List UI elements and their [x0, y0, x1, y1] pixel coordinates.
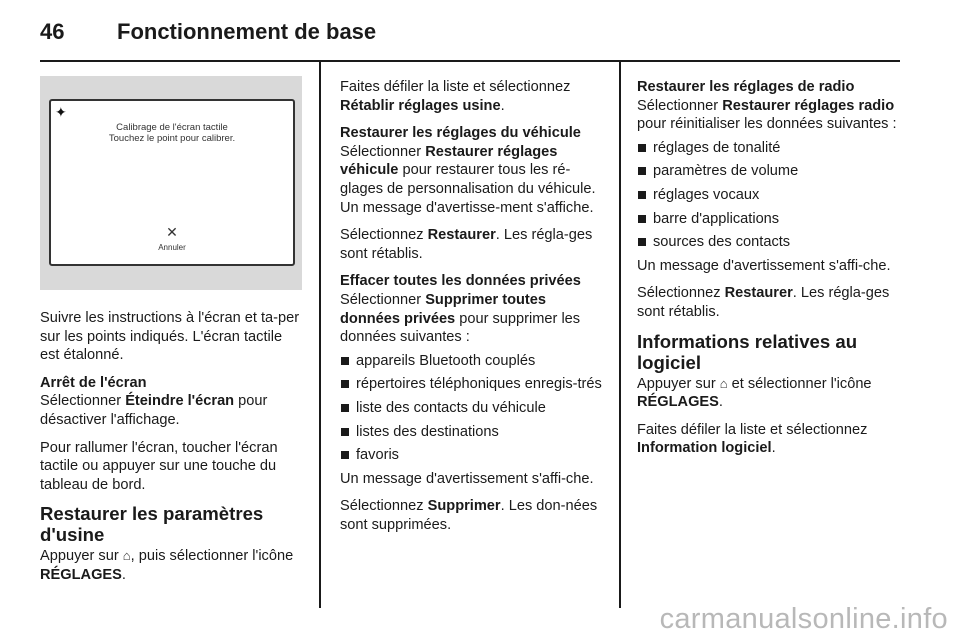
header-rule — [40, 60, 900, 62]
list-item: réglages vocaux — [637, 186, 902, 205]
paragraph: Faites défiler la liste et sélectionnez Information logiciel. — [637, 421, 868, 457]
paragraph: Sélectionner Restaurer réglages véhicule pour restaurer tous les ré-glages de personnalisation du véhicule. Un message d'avertisse-ment s'affiche. — [340, 143, 596, 216]
section-heading: Informations relatives au logiciel — [637, 330, 858, 373]
section-heading: Restaurer les réglages du véhicule — [340, 125, 581, 142]
paragraph: Faites défiler la liste et sélectionnez Rétablir réglages usine. — [340, 79, 571, 114]
list-item: paramètres de volume — [637, 162, 902, 181]
paragraph: Un message d'avertissement s'affi-che. — [340, 470, 594, 487]
paragraph: Pour rallumer l'écran, toucher l'écran tactile ou appuyer sur une touche du tableau de bord. — [40, 439, 278, 493]
list-item: répertoires téléphoniques enregis-trés — [340, 375, 605, 394]
bullet-list — [340, 352, 605, 465]
column-2 — [340, 78, 605, 543]
cancel-label: Annuler — [158, 243, 186, 253]
list-item: barre d'applications — [637, 210, 902, 229]
crosshair-icon: ✦ — [55, 104, 67, 120]
list-item: réglages de tonalité — [637, 139, 902, 158]
column-divider — [619, 60, 621, 608]
column-divider — [319, 60, 321, 608]
column-3 — [637, 78, 902, 467]
calibration-line-2: Touchez le point pour calibrer. — [108, 133, 236, 144]
list-item: appareils Bluetooth couplés — [340, 352, 605, 371]
calibration-screen — [49, 99, 295, 266]
section-heading: Arrêt de l'écran — [40, 374, 147, 391]
paragraph: Sélectionnez Restaurer. Les régla-ges sont rétablis. — [637, 285, 890, 320]
list-item: listes des destinations — [340, 423, 605, 442]
page-title: Fonctionnement de base — [117, 19, 377, 44]
home-icon: ⌂ — [122, 548, 131, 564]
paragraph: Sélectionner Restaurer réglages radio pour réinitialiser les données suivantes : — [637, 97, 897, 133]
close-icon: ✕ — [166, 224, 178, 241]
paragraph: Sélectionner Supprimer toutes données privées pour supprimer les données suivantes : — [340, 291, 581, 346]
column-1 — [40, 76, 305, 594]
page-number: 46 — [40, 19, 65, 44]
calibration-line-1: Calibrage de l'écran tactile — [116, 122, 228, 133]
calibration-message — [51, 122, 293, 144]
calibration-figure — [40, 76, 302, 290]
paragraph: Appuyer sur ⌂ et sélectionner l'icône RÉGLAGES. — [637, 375, 872, 411]
page-header — [0, 0, 960, 60]
paragraph: Sélectionner Éteindre l'écran pour désactiver l'affichage. — [40, 393, 268, 428]
list-item: liste des contacts du véhicule — [340, 399, 605, 418]
home-icon: ⌂ — [719, 375, 728, 391]
watermark: carmanualsonline.info — [659, 603, 948, 635]
paragraph: Sélectionnez Supprimer. Les don-nées sont supprimées. — [340, 498, 598, 533]
paragraph: Un message d'avertissement s'affi-che. — [637, 257, 891, 274]
paragraph: Sélectionnez Restaurer. Les régla-ges sont rétablis. — [340, 227, 593, 262]
cancel-button[interactable] — [51, 225, 293, 258]
section-heading: Effacer toutes les données privées — [340, 273, 581, 290]
section-heading: Restaurer les réglages de radio — [637, 79, 855, 95]
paragraph: Suivre les instructions à l'écran et ta-per sur les points indiqués. L'écran tactile est étalonné. — [40, 310, 300, 364]
bullet-list — [637, 139, 902, 252]
paragraph: Appuyer sur ⌂, puis sélectionner l'icône RÉGLAGES. — [40, 548, 294, 583]
section-heading: Restaurer les paramètres d'usine — [40, 503, 264, 546]
list-item: sources des contacts — [637, 233, 902, 252]
list-item: favoris — [340, 446, 605, 465]
